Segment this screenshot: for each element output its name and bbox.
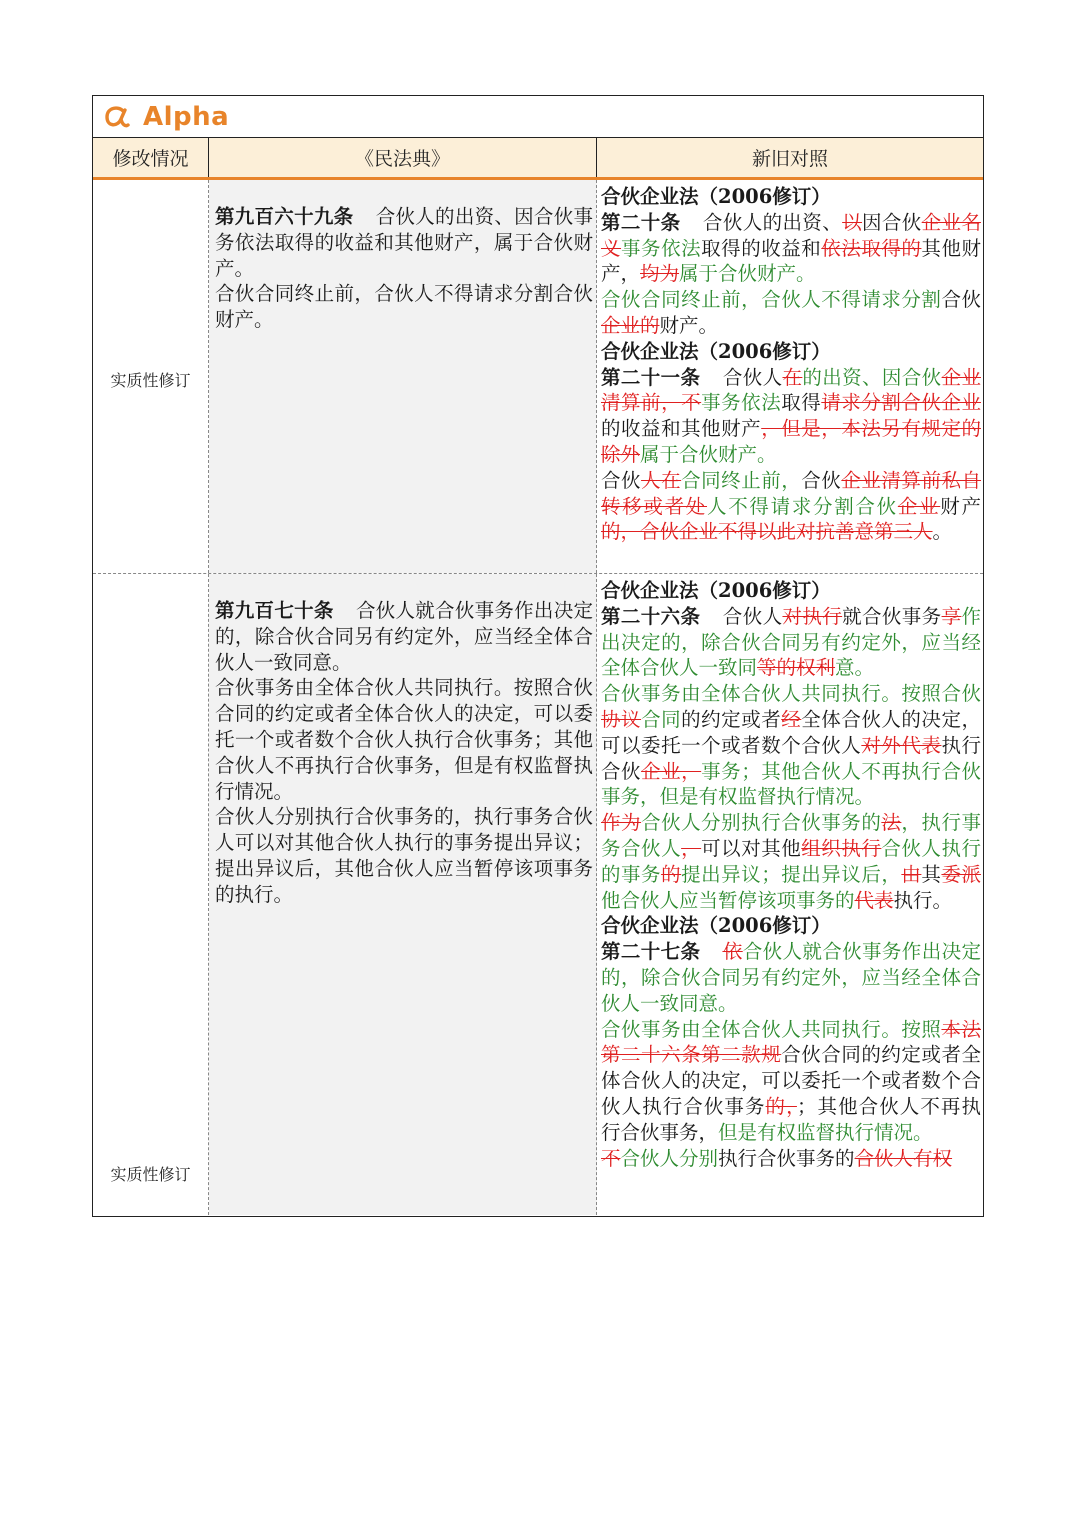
article-number: 第二十一条 — [601, 365, 701, 389]
civil-code-paragraph — [215, 204, 593, 281]
deleted-text: 由 — [901, 862, 922, 886]
status-cell: 实质性修订 — [93, 574, 209, 1215]
deleted-text: 法 — [881, 811, 902, 835]
inserted-text: 人不得请求分割合伙 — [707, 494, 898, 518]
deleted-text: 不 — [601, 1146, 621, 1170]
comparison-paragraph — [601, 810, 981, 913]
deleted-text: 在 — [782, 365, 803, 389]
unchanged-text: 合伙人 — [722, 604, 783, 628]
inserted-text: 合伙合同终止前，合伙人不得请求分割 — [601, 288, 942, 312]
deleted-text: 组织执行 — [801, 836, 882, 860]
deleted-text: 企业清算前，不 — [601, 365, 981, 415]
article-number: 第二十七条 — [601, 940, 701, 964]
deleted-text: 的 — [661, 862, 682, 886]
inserted-text: 合伙人就合伙事务作出决定的，除合伙合同另有约定外，应当经全体合伙人一致同意。 — [601, 940, 981, 1015]
deleted-text: 依 — [722, 940, 743, 964]
unchanged-text: 的收益和其他财产 — [601, 417, 762, 441]
inserted-text: 属于合伙财产。 — [679, 262, 816, 286]
deleted-text: 对执行 — [782, 604, 843, 628]
inserted-text: 合同 — [641, 707, 682, 731]
comparison-paragraph — [601, 1146, 981, 1172]
article-number: 第二十条 — [601, 210, 681, 234]
unchanged-text: ；其他合伙人不再执行合伙事务， — [601, 1094, 981, 1144]
civil-code-paragraph: 合伙事务由全体合伙人共同执行。按照合伙合同的约定或者全体合伙人的决定，可以委托一个或者数个合伙人执行合伙事务；其他合伙人不再执行合伙事务，但是有权监督执行情况。 — [215, 676, 593, 803]
unchanged-text: 的约定或者 — [681, 707, 782, 731]
unchanged-text: 合伙 — [801, 468, 842, 492]
unchanged-text: 合伙人 — [722, 365, 783, 389]
unchanged-text: 合伙合同的约定或者全体合伙人的决定，可以委托一个或者数个合伙人执行合伙事务 — [601, 1043, 981, 1118]
comparison-paragraph — [601, 287, 981, 339]
inserted-text: 合伙人分别 — [620, 1146, 719, 1170]
inserted-text: 合伙事务由全体合伙人共同执行。按照合伙 — [601, 682, 981, 706]
deleted-text: 企业， — [641, 759, 702, 783]
deleted-text: 协议 — [601, 707, 642, 731]
deleted-text: 企业的 — [601, 313, 660, 337]
inserted-text: 的出资、因合伙 — [802, 365, 942, 389]
law-title: 合伙企业法（2006修订） — [601, 185, 831, 208]
inserted-text: 事务依法 — [701, 391, 782, 415]
unchanged-text: 全体合伙人的决定，可以委托一个或者数个合伙人 — [601, 707, 981, 757]
unchanged-text: 可以对其他 — [701, 836, 802, 860]
deleted-text: 人在 — [641, 468, 682, 492]
deleted-text: 的，合伙企业不得以此对抗善意第三人 — [601, 520, 933, 544]
unchanged-text: 执行合伙事务的 — [718, 1146, 855, 1170]
unchanged-text: 取得的收益和 — [701, 236, 822, 260]
deleted-text: 合伙人有权 — [854, 1146, 953, 1170]
unchanged-text: 其 — [921, 862, 942, 886]
unchanged-text: 因合伙 — [862, 210, 922, 234]
deleted-text: 企业清算前私自转移或者处 — [601, 468, 981, 518]
inserted-text: 事务；其他合伙人不再执行合伙事务，但是有权监督执行情况。 — [601, 759, 981, 809]
inserted-text: 意。 — [835, 656, 875, 680]
unchanged-text: 就合伙事务 — [842, 604, 942, 628]
deleted-text: 代表 — [854, 888, 894, 912]
unchanged-text: 合伙 — [601, 468, 642, 492]
table-row — [93, 180, 983, 574]
deleted-text: 依法取得的 — [821, 236, 922, 260]
comparison-cell — [597, 574, 983, 1215]
inserted-text: 合伙人执行的事务 — [601, 836, 981, 886]
inserted-text: 他合伙人应当暂停该项事务的 — [601, 888, 855, 912]
article-number: 第九百七十条 — [215, 599, 334, 622]
unchanged-text: 财产 — [940, 494, 981, 518]
inserted-text: 事务依法 — [621, 236, 702, 260]
inserted-text: ，执行事务合伙人 — [601, 811, 981, 860]
comparison-paragraph — [601, 365, 981, 468]
unchanged-text: 其他财产， — [601, 236, 981, 286]
unchanged-text: 财产。 — [659, 313, 719, 337]
civil-code-paragraph: 合伙人分别执行合伙事务的，执行事务合伙人可以对其他合伙人执行的事务提出异议；提出异议后，其他合伙人应当暂停该项事务的执行。 — [215, 805, 593, 906]
comparison-paragraph — [601, 468, 981, 545]
unchanged-text: 合伙 — [941, 288, 981, 312]
deleted-text: 请求分割合伙企业 — [821, 391, 981, 415]
inserted-text: 属于合伙财产。 — [640, 442, 777, 466]
inserted-text: 合同终止前， — [681, 468, 802, 492]
civil-code-cell — [209, 180, 597, 573]
deleted-text: 均为 — [640, 262, 680, 286]
law-title: 合伙企业法（2006修订） — [601, 339, 831, 363]
law-title: 合伙企业法（2006修订） — [601, 579, 831, 602]
comparison-paragraph — [601, 210, 981, 287]
deleted-text: ， — [681, 836, 702, 860]
unchanged-text: 合伙人的出资、 — [702, 210, 843, 234]
comparison-paragraph — [601, 939, 981, 1016]
deleted-text: 企业名义 — [601, 210, 981, 260]
comparison-paragraph — [601, 1017, 981, 1146]
deleted-text: 等的权利 — [757, 656, 836, 680]
deleted-text: 作为 — [601, 811, 642, 835]
unchanged-text: 取得 — [781, 391, 822, 415]
article-number: 第二十六条 — [601, 604, 701, 628]
law-title: 合伙企业法（2006修订） — [601, 914, 831, 938]
civil-code-paragraph — [215, 598, 593, 675]
deleted-text: 本法第二十六条第二款规 — [601, 1017, 981, 1067]
comparison-paragraph — [601, 604, 981, 681]
inserted-text: 合伙事务由全体合伙人共同执行。按照 — [601, 1017, 942, 1041]
unchanged-text: 。 — [932, 520, 953, 544]
article-number: 第九百六十九条 — [215, 205, 354, 228]
brand-name: Alpha — [143, 101, 230, 132]
civil-code-paragraph: 合伙合同终止前，合伙人不得请求分割合伙财产。 — [215, 282, 593, 332]
comparison-cell — [597, 180, 983, 573]
header-comparison: 新旧对照 — [751, 148, 828, 170]
comparison-document — [92, 95, 984, 1217]
deleted-text: 本法另有规定的除外 — [601, 417, 981, 466]
header-civil-code: 《民法典》 — [209, 138, 597, 177]
deleted-text: 享 — [941, 604, 962, 628]
deleted-text: 委派 — [941, 862, 981, 886]
deleted-text: 企业 — [897, 494, 941, 518]
civil-code-cell — [209, 574, 597, 1215]
inserted-text: 但是有权监督执行情况。 — [718, 1120, 933, 1144]
deleted-text: 对外代表 — [861, 733, 942, 757]
deleted-text: 的， — [765, 1094, 797, 1118]
header-status: 修改情况 — [93, 138, 209, 177]
alpha-logo-icon — [101, 102, 131, 132]
brand-bar — [93, 96, 983, 138]
article-text: 合伙人的出资、因合伙事务依法取得的收益和其他财产，属于合伙财产。 — [215, 205, 593, 280]
comparison-paragraph — [601, 681, 981, 810]
inserted-text: 提出异议；提出异议后， — [681, 862, 902, 886]
deleted-text: 以 — [842, 210, 863, 234]
status-cell: 实质性修订 — [93, 180, 209, 573]
deleted-text: 经 — [781, 707, 802, 731]
inserted-text: 合伙人分别执行合伙事务的 — [641, 811, 882, 835]
table-row — [93, 574, 983, 1215]
unchanged-text: 执行合伙 — [601, 733, 981, 783]
inserted-text: 作出决定的，除合伙合同另有约定外，应当经全体合伙人一致同 — [601, 604, 981, 680]
article-text: 合伙人就合伙事务作出决定的，除合伙合同另有约定外，应当经全体合伙人一致同意。 — [215, 599, 593, 674]
unchanged-text: 执行。 — [893, 888, 953, 912]
deleted-text: ，但是， — [761, 417, 842, 441]
table-header — [93, 138, 983, 180]
